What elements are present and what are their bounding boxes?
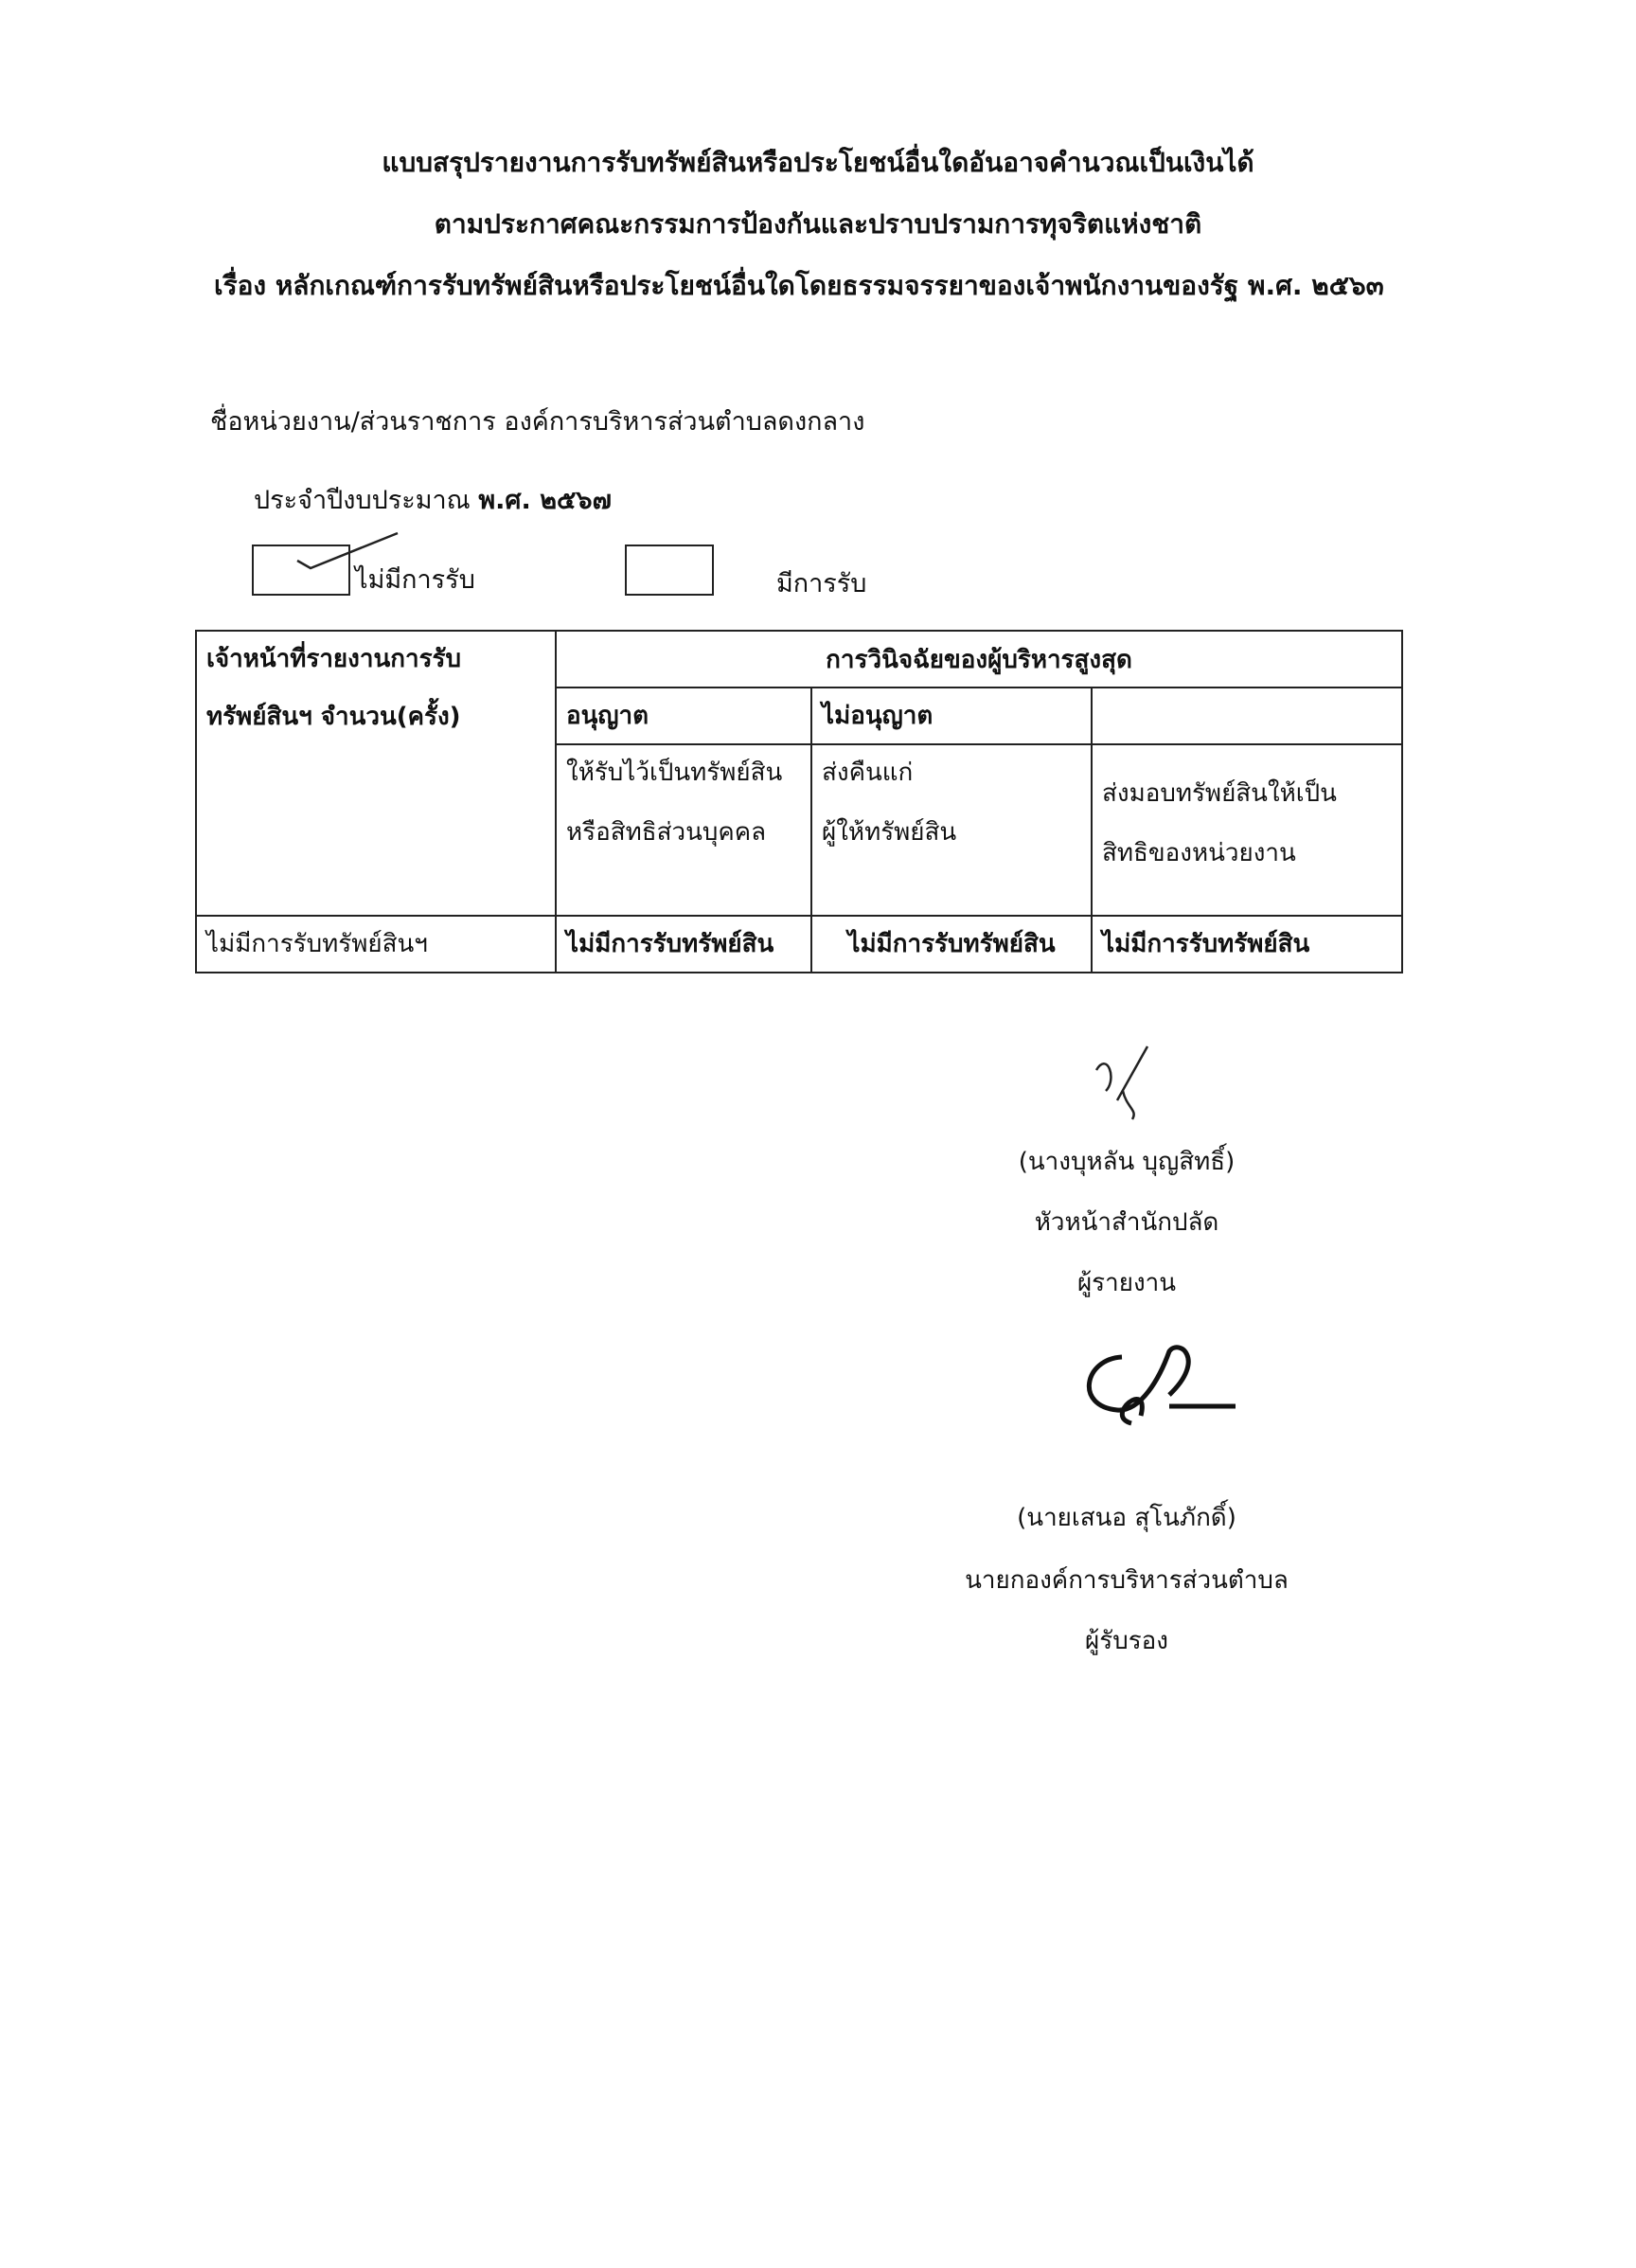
fiscal-year-label: ประจำปีงบประมาณ [254, 486, 471, 515]
option-keep-cell [556, 744, 811, 916]
option-return-line2: ผู้ให้ทรัพย์สิน [822, 817, 957, 847]
table-cell: ไม่มีการรับทรัพย์สิน [1092, 916, 1402, 973]
checkbox-received[interactable] [625, 545, 714, 596]
certifier-name: (นายเสนอ สุโนภักดิ์) [1017, 1504, 1236, 1532]
agency-value: องค์การบริหารส่วนตำบลดงกลาง [504, 407, 865, 437]
reporter-header-line2: ทรัพย์สินฯ จำนวน(ครั้ง) [206, 703, 461, 731]
document-subtitle: ตามประกาศคณะกรรมการป้องกันและปราบปรามการทุจริตแห่งชาติ [434, 208, 1202, 240]
option-transfer-line1: ส่งมอบทรัพย์สินให้เป็น [1102, 778, 1337, 808]
checkbox-received-label: มีการรับ [776, 569, 867, 598]
approve-header: อนุญาต [556, 688, 811, 743]
reporter-signature [1089, 1042, 1165, 1127]
fiscal-year-value: พ.ศ. ๒๕๖๗ [478, 486, 612, 515]
certifier-position: นายกองค์การบริหารส่วนตำบล [965, 1566, 1289, 1595]
table-cell: ไม่มีการรับทรัพย์สิน [811, 916, 1092, 973]
option-keep-line1: ให้รับไว้เป็นทรัพย์สิน [566, 758, 783, 787]
reporter-name: (นางบุหลัน บุญสิทธิ์) [1018, 1148, 1236, 1176]
empty-header-cell [1092, 688, 1402, 743]
decision-header: การวินิจฉัยของผู้บริหารสูงสุด [556, 631, 1402, 688]
reporter-header-cell [196, 631, 556, 916]
not-approve-header: ไม่อนุญาต [811, 688, 1092, 743]
document-title: แบบสรุปรายงานการรับทรัพย์สินหรือประโยชน์อื่นใดอันอาจคำนวณเป็นเงินได้ [382, 147, 1254, 178]
option-transfer-cell [1092, 744, 1402, 916]
reporter-header-line1: เจ้าหน้าที่รายงานการรับ [206, 645, 462, 673]
certifier-role: ผู้รับรอง [1085, 1627, 1168, 1655]
agency-line [210, 401, 864, 441]
document-subject: เรื่อง หลักเกณฑ์การรับทรัพย์สินหรือประโยชน์อื่นใดโดยธรรมจรรยาของเจ้าพนักงานของรัฐ พ.ศ. ๒๕๖๓ [214, 270, 1384, 301]
report-table [195, 630, 1403, 973]
table-cell: ไม่มีการรับทรัพย์สิน [556, 916, 811, 973]
option-return-line1: ส่งคืนแก่ [822, 758, 914, 787]
reporter-position: หัวหน้าสำนักปลัด [1034, 1208, 1219, 1237]
certifier-signature [1065, 1340, 1245, 1435]
table-cell: ไม่มีการรับทรัพย์สินฯ [196, 916, 556, 973]
option-return-cell [811, 744, 1092, 916]
checkbox-no-receipt-label: ไม่มีการรับ [355, 565, 475, 595]
option-keep-line2: หรือสิทธิส่วนบุคคล [566, 817, 767, 847]
fiscal-year-line [254, 479, 612, 520]
agency-label: ชื่อหน่วยงาน/ส่วนราชการ [210, 407, 496, 437]
option-transfer-line2: สิทธิของหน่วยงาน [1102, 838, 1296, 867]
reporter-role: ผู้รายงาน [1076, 1269, 1177, 1297]
